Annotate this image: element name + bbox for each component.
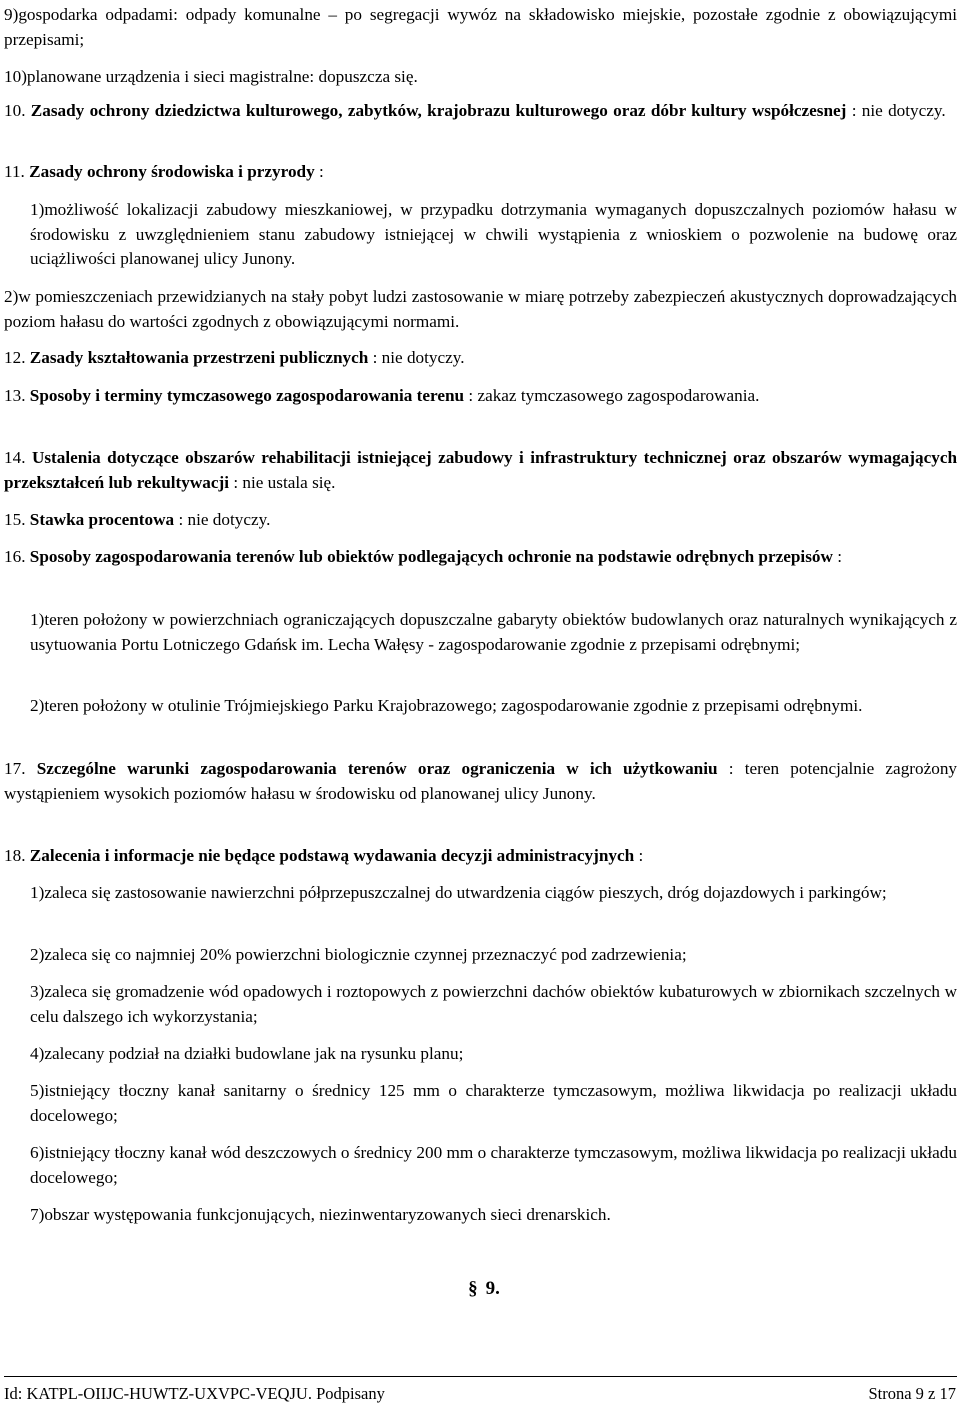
section-15-number: 15. xyxy=(4,510,26,529)
paragraph-section-mark xyxy=(0,1277,960,1302)
section-12 xyxy=(4,346,957,371)
section-18-item-5: 5)istniejący tłoczny kanał sanitarny o średnicy 125 mm o charakterze tymczasowym, możliwa likwidacja po realizacji układu docelowego; xyxy=(30,1081,957,1125)
section-16-heading: Sposoby zagospodarowania terenów lub obiektów podlegających ochronie na podstawie odrębnych przepisów xyxy=(29,547,833,566)
section-16-item-1: 1)teren położony w powierzchniach ograniczających dopuszczalne gabaryty obiektów budowlanych oraz naturalnych wynikających z usytuowania Portu Lotniczego Gdańsk im. Lecha Wałęsy - zagospodarowanie zgodnie z przepisami odrębnymi; xyxy=(30,610,957,654)
paragraph-waste-management: 9)gospodarka odpadami: odpady komunalne – po segregacji wywóz na składowisko miejskie, pozostałe zgodnie z obowiązującymi przepisami; xyxy=(4,5,957,49)
section-16-value: : xyxy=(832,547,842,566)
section-10-number: 10. xyxy=(4,101,26,120)
section-11-heading: Zasady ochrony środowiska i przyrody xyxy=(29,162,315,181)
footer-document-id: Id: KATPL-OIIJC-HUWTZ-UXVPC-VEQJU. Podpisany xyxy=(4,1384,385,1403)
section-10-heading: Zasady ochrony dziedzictwa kulturowego, zabytków, krajobrazu kulturowego oraz dóbr kultury współczesnej xyxy=(30,101,847,120)
section-18-item-6: 6)istniejący tłoczny kanał wód deszczowych o średnicy 200 mm o charakterze tymczasowym, możliwa likwidacja po realizacji układu docelowego; xyxy=(30,1143,957,1187)
section-12-number: 12. xyxy=(4,348,26,367)
section-10 xyxy=(4,99,957,124)
section-13 xyxy=(4,384,957,409)
section-11-item-2: 2)w pomieszczeniach przewidzianych na stały pobyt ludzi zastosowanie w miarę potrzeby zabezpieczeń akustycznych doprowadzających poziom hałasu do wartości zgodnych z obowiązującymi normami. xyxy=(4,287,957,331)
section-14-heading: Ustalenia dotyczące obszarów rehabilitacji istniejącej zabudowy i infrastruktury technicznej oraz obszarów wymagających przekształceń lub rekultywacji xyxy=(4,448,958,492)
section-18-item-2: 2)zaleca się co najmniej 20% powierzchni biologicznie czynnej przeznaczyć pod zadrzewienia; xyxy=(30,945,687,964)
section-13-number: 13. xyxy=(4,386,26,405)
section-number: 9. xyxy=(485,1278,500,1299)
section-17-value: : teren potencjalnie zagrożony wystąpieniem wysokich poziomów hałasu w środowisku od planowanej ulicy Junony. xyxy=(4,759,958,803)
section-11-number: 11. xyxy=(4,162,25,181)
section-18-item-3: 3)zaleca się gromadzenie wód opadowych i roztopowych z powierzchni dachów obiektów kubaturowych w zbiornikach szczelnych w celu dalszego ich wykorzystania; xyxy=(30,982,957,1026)
footer-page-number: Strona 9 z 17 xyxy=(868,1384,956,1403)
section-18-heading: Zalecenia i informacje nie będące podstawą wydawania decyzji administracyjnych xyxy=(29,846,635,865)
section-18-item-1: 1)zaleca się zastosowanie nawierzchni półprzepuszczalnej do utwardzenia ciągów pieszych, dróg dojazdowych i parkingów; xyxy=(30,883,887,902)
section-17 xyxy=(4,757,957,806)
footer-divider xyxy=(4,1376,957,1377)
section-11-value: : xyxy=(314,162,324,181)
section-13-value: : zakaz tymczasowego zagospodarowania. xyxy=(464,386,760,405)
section-16-item-2: 2)teren położony w otulinie Trójmiejskiego Parku Krajobrazowego; zagospodarowanie zgodnie z przepisami odrębnymi. xyxy=(30,696,863,715)
section-16-number: 16. xyxy=(4,547,26,566)
section-11-item-1: 1)możliwość lokalizacji zabudowy mieszkaniowej, w przypadku dotrzymania wymaganych dopuszczalnych poziomów hałasu w środowisku z uwzględnieniem stanu zabudowy istniejącej w chwili wystąpienia z wnioskiem o pozwolenie na budowę oraz uciążliwości planowanej ulicy Junony. xyxy=(30,200,957,268)
section-18-value: : xyxy=(634,846,644,865)
section-15 xyxy=(4,508,957,533)
section-symbol: § xyxy=(468,1278,478,1299)
section-16 xyxy=(4,545,957,570)
section-15-heading: Stawka procentowa xyxy=(29,510,175,529)
section-12-heading: Zasady kształtowania przestrzeni publicznych xyxy=(29,348,369,367)
section-18-number: 18. xyxy=(4,846,26,865)
section-10-value: : nie dotyczy. xyxy=(846,101,946,120)
section-15-value: : nie dotyczy. xyxy=(174,510,271,529)
section-11 xyxy=(4,160,957,185)
paragraph-planned-networks: 10)planowane urządzenia i sieci magistralne: dopuszcza się. xyxy=(4,67,418,86)
section-14-value: : nie ustala się. xyxy=(229,472,336,492)
section-18-item-4: 4)zalecany podział na działki budowlane jak na rysunku planu; xyxy=(30,1044,464,1063)
section-18-item-7: 7)obszar występowania funkcjonujących, niezinwentaryzowanych sieci drenarskich. xyxy=(30,1205,611,1224)
section-18 xyxy=(4,844,957,869)
section-12-value: : nie dotyczy. xyxy=(368,348,465,367)
section-17-number: 17. xyxy=(4,759,26,778)
section-14-number: 14. xyxy=(4,448,26,467)
section-17-heading: Szczególne warunki zagospodarowania terenów oraz ograniczenia w ich użytkowaniu xyxy=(36,759,718,778)
section-13-heading: Sposoby i terminy tymczasowego zagospodarowania terenu xyxy=(29,386,465,405)
section-14 xyxy=(4,446,957,495)
